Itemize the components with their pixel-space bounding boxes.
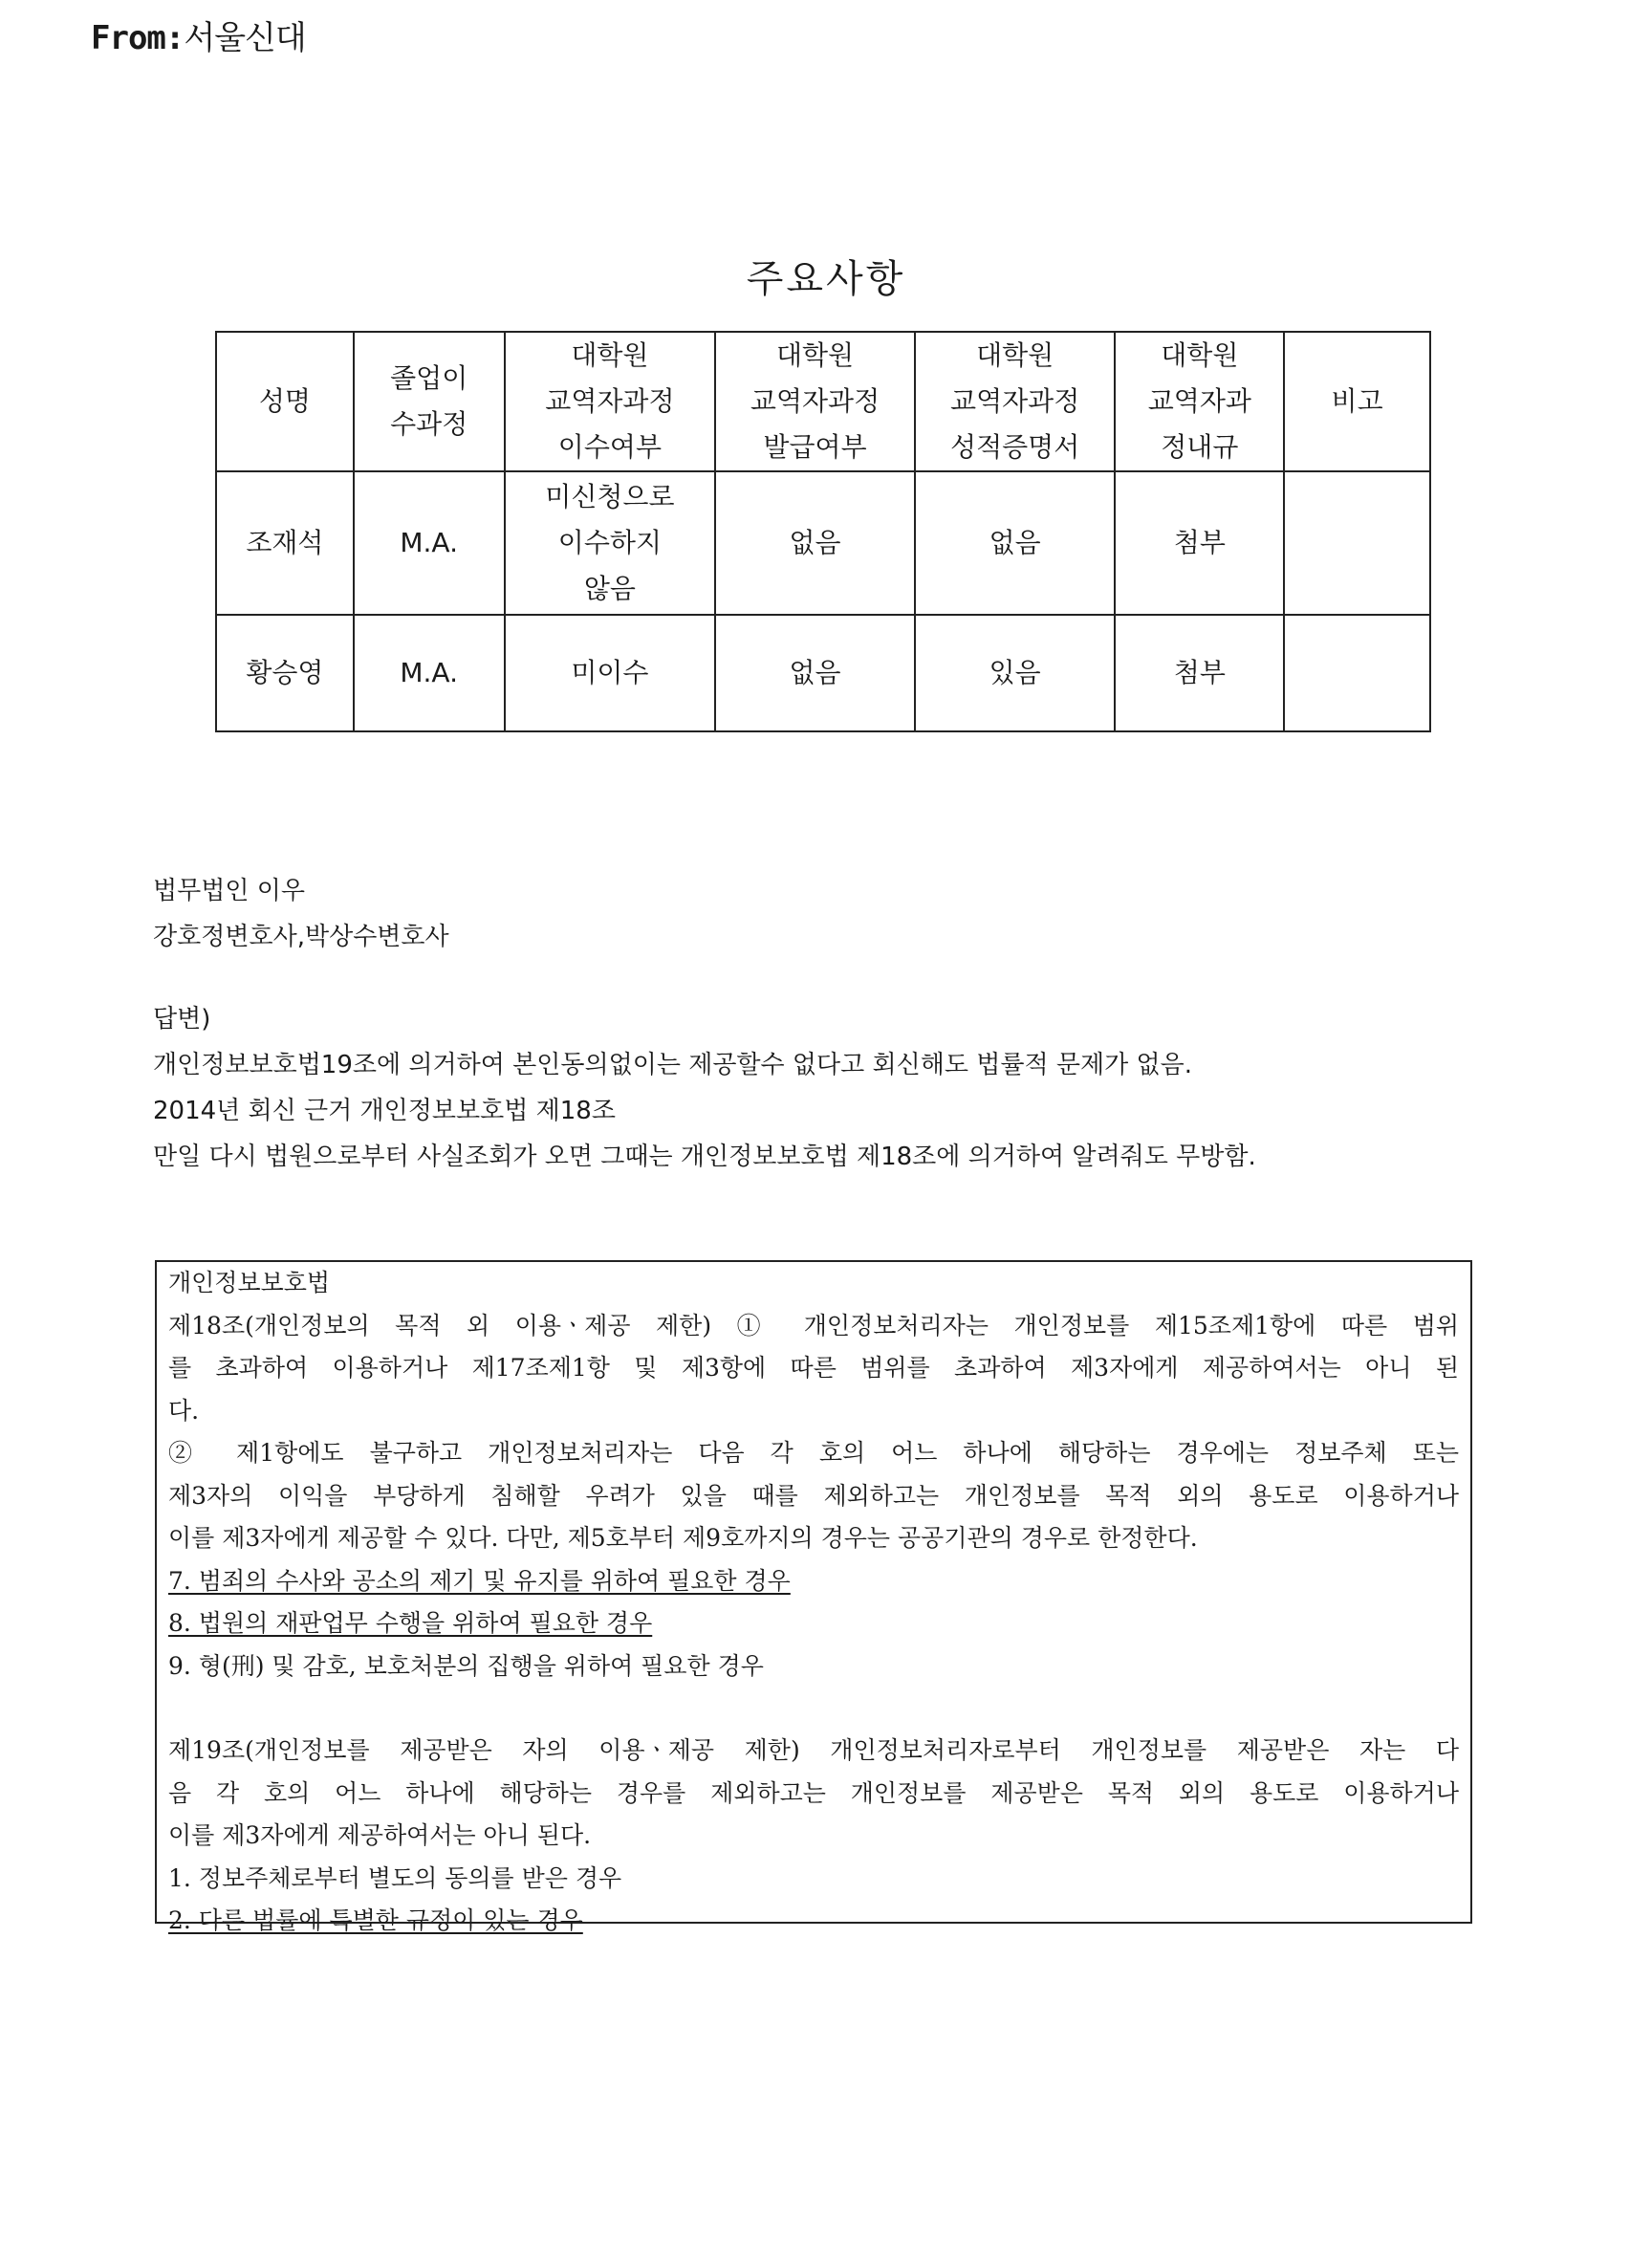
- table-row: [216, 471, 1430, 615]
- article-18-item: 7. 범죄의 수사와 공소의 제기 및 유지를 위하여 필요한 경우: [168, 1566, 791, 1595]
- article-18-item: 8. 법원의 재판업무 수행을 위하여 필요한 경우: [168, 1609, 653, 1637]
- article-18-item: 9. 형(刑) 및 감호, 보호처분의 집행을 위하여 필요한 경우: [168, 1651, 764, 1680]
- cell-degree: M.A.: [354, 471, 505, 615]
- privacy-law-excerpt: [155, 1260, 1472, 1934]
- fax-from-label: From:: [91, 19, 185, 57]
- cell-note: [1284, 615, 1430, 731]
- cell-name: 조재석: [216, 471, 354, 615]
- document-title: 주요사항: [746, 257, 906, 301]
- header-graduation-course: 졸업이 수과정: [354, 332, 505, 471]
- cell-degree: M.A.: [354, 615, 505, 731]
- law-firm-name: 법무법인 이우: [153, 877, 305, 905]
- answer-block: [153, 996, 1256, 1180]
- spacer: [168, 1688, 1459, 1730]
- header-transcript: 대학원 교역자과정 성적증명서: [915, 332, 1116, 471]
- answer-line: 2014년 회신 근거 개인정보보호법 제18조: [153, 1097, 616, 1125]
- cell-completion: 미이수: [505, 615, 716, 731]
- article-18-line: ② 제1항에도 불구하고 개인정보처리자는 다음 각 호의 어느 하나에 해당하는 경우에는 정보주체 또는: [168, 1439, 1459, 1467]
- law-firm-lawyers: 강호정변호사,박상수변호사: [153, 923, 449, 951]
- article-19-item: 2. 다른 법률에 특별한 규정이 있는 경우: [168, 1906, 583, 1934]
- cell-issuance: 없음: [715, 615, 915, 731]
- article-19-line: 이를 제3자에게 제공하여서는 아니 된다.: [168, 1821, 592, 1849]
- article-19-line: 음 각 호의 어느 하나에 해당하는 경우를 제외하고는 개인정보를 제공받은 목적 외의 용도로 이용하거나: [168, 1778, 1459, 1807]
- answer-line: 만일 다시 법원으로부터 사실조회가 오면 그때는 개인정보보호법 제18조에 의거하여 알려줘도 무방함.: [153, 1143, 1256, 1171]
- summary-table: [215, 331, 1431, 732]
- table-header-row: [216, 332, 1430, 471]
- law-heading: 개인정보보호법: [168, 1269, 331, 1296]
- cell-transcript: 있음: [915, 615, 1116, 731]
- header-rules: 대학원 교역자과 정내규: [1115, 332, 1284, 471]
- table-row: [216, 615, 1430, 731]
- header-name: 성명: [216, 332, 354, 471]
- article-19-item: 1. 정보주체로부터 별도의 동의를 받은 경우: [168, 1863, 622, 1892]
- article-18-line: 이를 제3자에게 제공할 수 있다. 다만, 제5호부터 제9호까지의 경우는 공공기관의 경우로 한정한다.: [168, 1524, 1198, 1552]
- article-19-line: 제19조(개인정보를 제공받은 자의 이용ㆍ제공 제한) 개인정보처리자로부터 개인정보를 제공받은 자는 다: [168, 1736, 1459, 1764]
- article-18-line: 를 초과하여 이용하거나 제17조제1항 및 제3항에 따른 범위를 초과하여 제3자에게 제공하여서는 아니 된: [168, 1354, 1459, 1382]
- cell-transcript: 없음: [915, 471, 1116, 615]
- cell-note: [1284, 471, 1430, 615]
- cell-issuance: 없음: [715, 471, 915, 615]
- cell-rules: 첨부: [1115, 471, 1284, 615]
- header-course-completion: 대학원 교역자과정 이수여부: [505, 332, 716, 471]
- cell-completion: 미신청으로 이수하지 않음: [505, 471, 716, 615]
- answer-label: 답변): [153, 1005, 211, 1034]
- answer-line: 개인정보보호법19조에 의거하여 본인동의없이는 제공할수 없다고 회신해도 법률적 문제가 없음.: [153, 1051, 1192, 1079]
- law-firm-block: [153, 868, 449, 960]
- article-18-line: 다.: [168, 1396, 200, 1425]
- cell-name: 황승영: [216, 615, 354, 731]
- article-18-line: 제3자의 이익을 부당하게 침해할 우려가 있을 때를 제외하고는 개인정보를 목적 외의 용도로 이용하거나: [168, 1481, 1459, 1510]
- article-18-line: 제18조(개인정보의 목적 외 이용ㆍ제공 제한) ① 개인정보처리자는 개인정보를 제15조제1항에 따른 범위: [168, 1311, 1459, 1339]
- header-note: 비고: [1284, 332, 1430, 471]
- header-issuance: 대학원 교역자과정 발급여부: [715, 332, 915, 471]
- cell-rules: 첨부: [1115, 615, 1284, 731]
- fax-header: [91, 11, 306, 58]
- fax-sender: 서울신대: [184, 19, 306, 57]
